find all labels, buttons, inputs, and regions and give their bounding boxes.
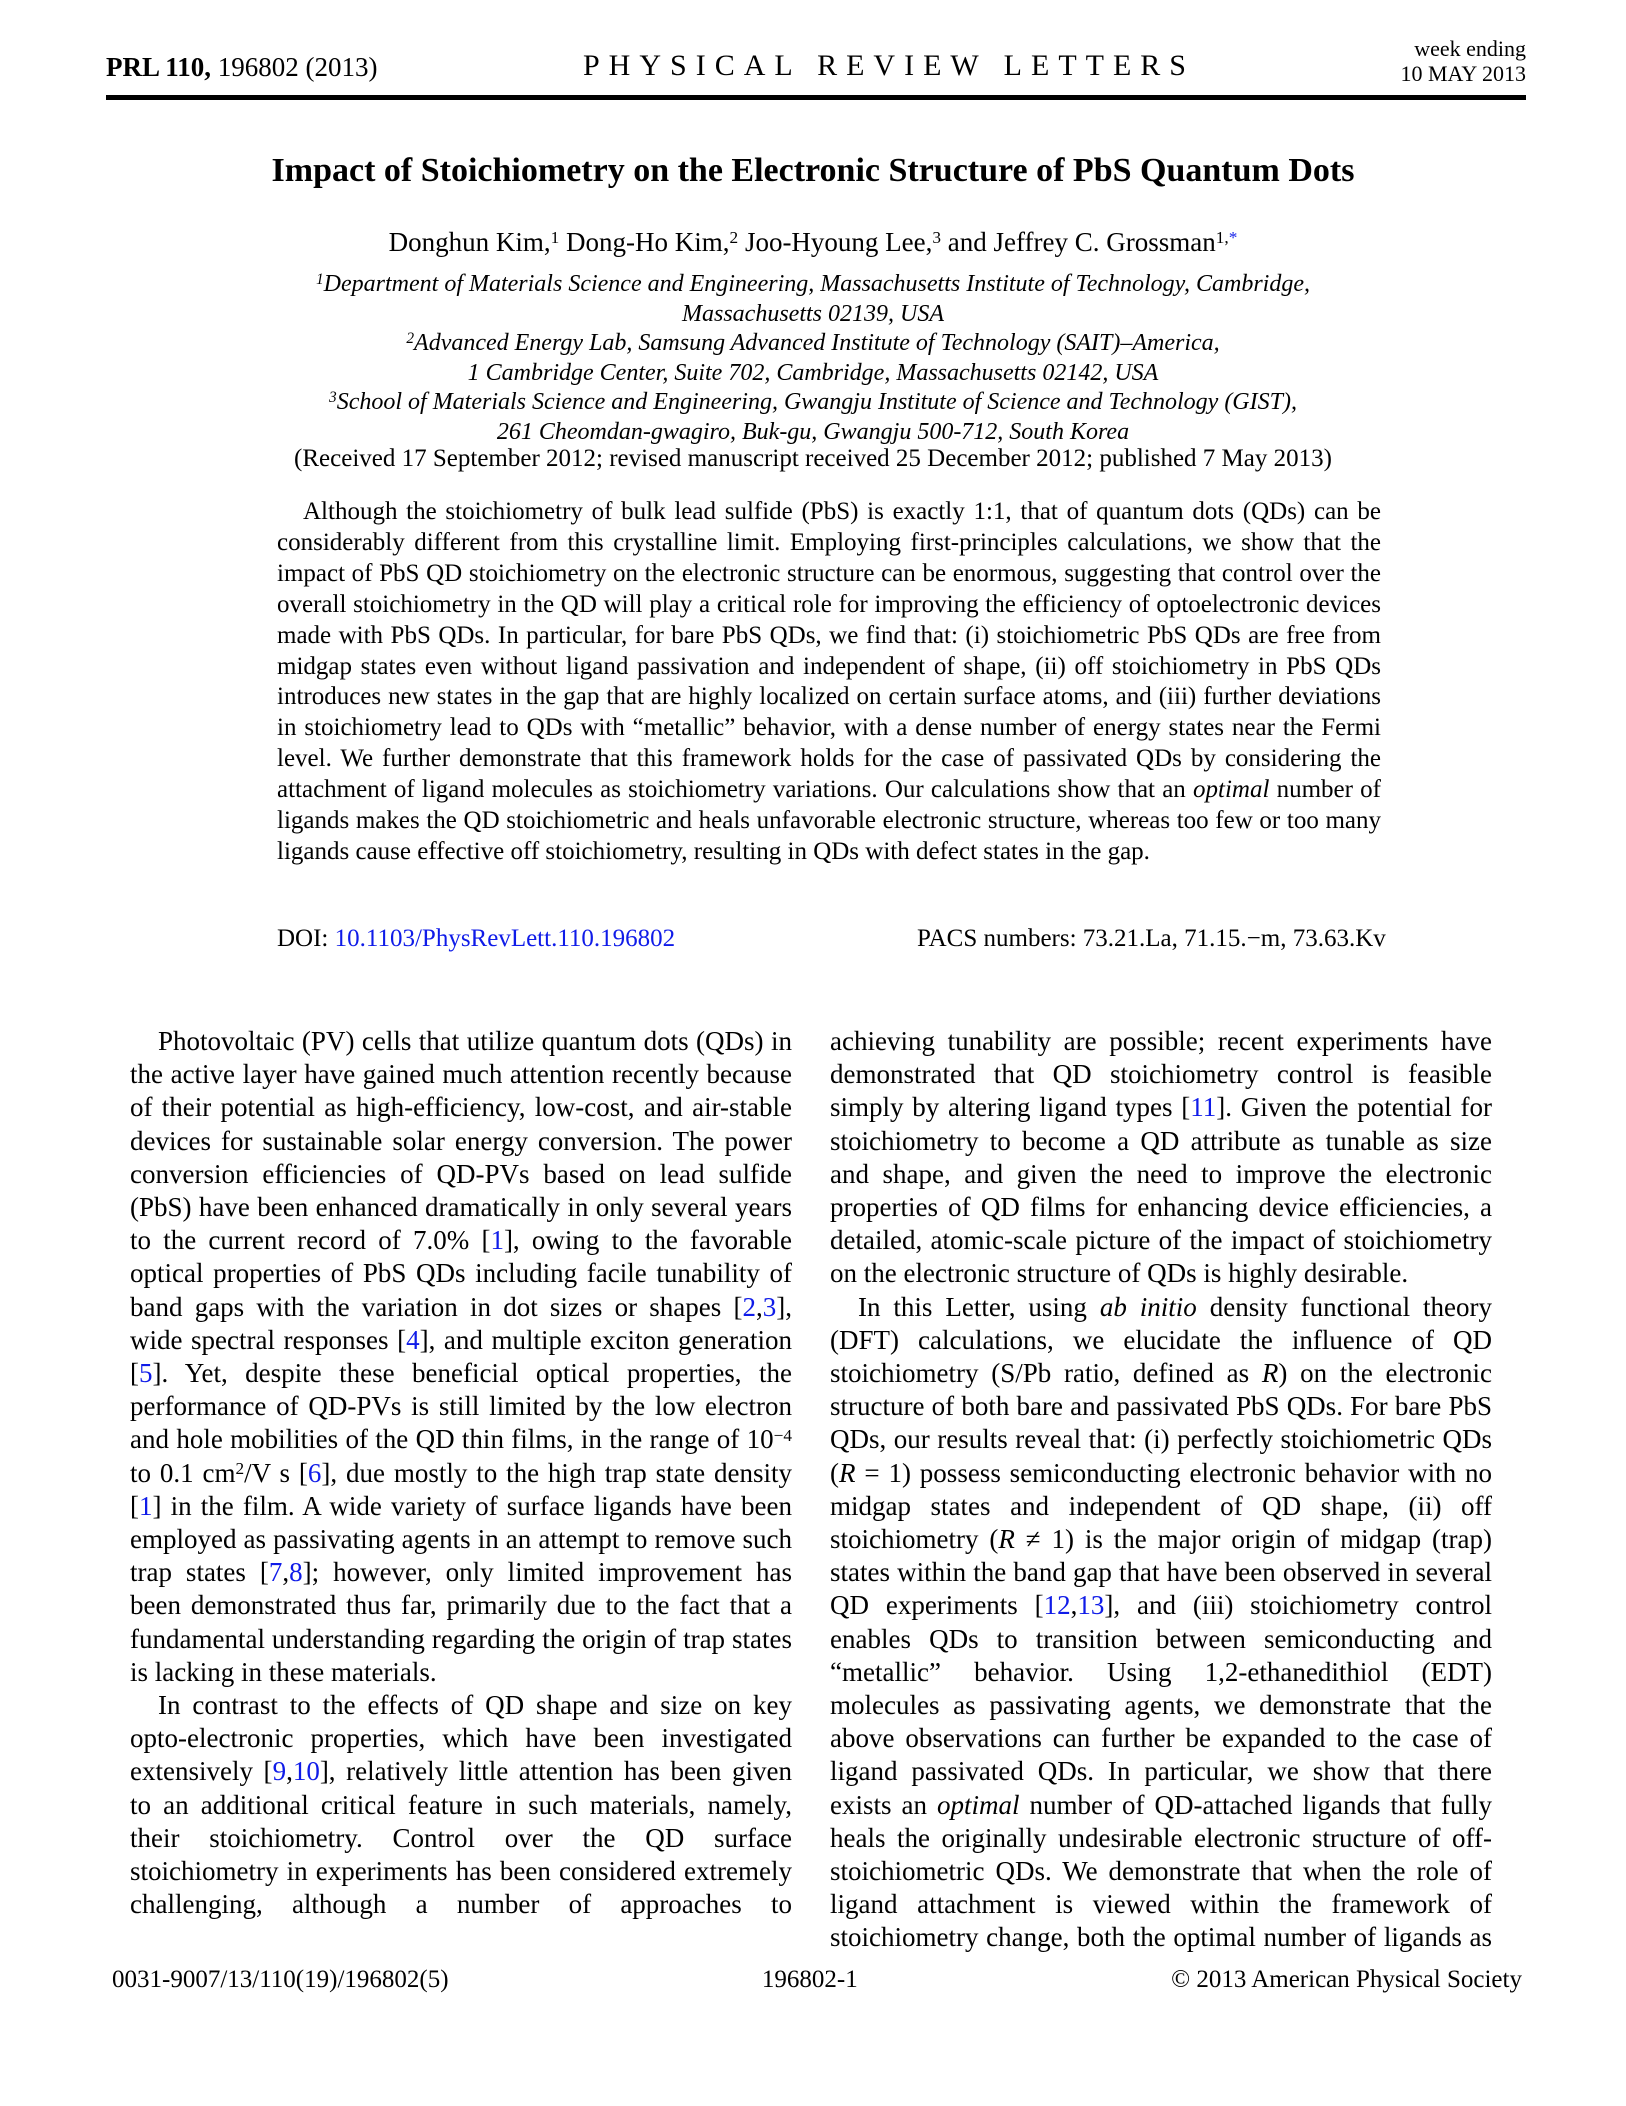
text-run: 261 Cheomdan-gwagiro, Buk-gu, Gwangju 500-712, South Korea	[496, 418, 1130, 445]
authors-line	[130, 227, 1496, 258]
header-rule	[106, 95, 1526, 100]
reference-link[interactable]: 13	[1077, 1590, 1105, 1621]
received-line: (Received 17 September 2012; revised manuscript received 25 December 2012; published 7 May 2013)	[294, 445, 1332, 472]
reference-link[interactable]: 7	[268, 1557, 283, 1588]
text-run: ], relatively little attention has been given to an additional critical feature in such materials, namely, their stoichiometry. Control over the QD surface stoichiometry in experiments has been considered extremely challenging, although a number of approaches to	[130, 1756, 792, 1920]
text-run: ], wide spectral responses [	[130, 1291, 792, 1355]
pacs-numbers: PACS numbers: 73.21.La, 71.15.−m, 73.63.Kv	[917, 925, 1386, 952]
text-run: ]. Yet, despite these beneficial optical properties, the performance of QD-PVs is still limited by the low electron and hole mobilities of the QD thin films, in the range of 10	[130, 1358, 792, 1455]
text-run: School of Materials Science and Engineering, Gwangju Institute of Science and Technology (GIST),	[336, 389, 1297, 415]
reference-link[interactable]: 8	[289, 1557, 303, 1588]
paragraph	[130, 1689, 792, 1921]
reference-link[interactable]: 2	[742, 1291, 756, 1322]
italic-run: R	[1261, 1358, 1279, 1389]
italic-run: optimal	[1193, 776, 1270, 804]
page-number: 196802-1	[761, 1966, 858, 1993]
week-ending-block	[1400, 36, 1526, 86]
italic-run: R	[839, 1457, 856, 1488]
affiliation-line	[130, 359, 1496, 389]
journal-article-number: 196802 (2013)	[211, 52, 378, 82]
journal-name: PHYSICAL REVIEW LETTERS	[583, 49, 1195, 82]
reference-link[interactable]: 4	[406, 1324, 420, 1355]
text-run: ,	[756, 1291, 763, 1322]
reference-link[interactable]: 10	[292, 1756, 320, 1787]
journal-volume: PRL 110,	[106, 52, 212, 82]
reference-link[interactable]: 11	[1190, 1092, 1217, 1123]
text-run: ≠ 1) is the major origin of midgap (trap) states within the band gap that have been observed in several QD experiments [	[830, 1524, 1493, 1621]
text-run: number of ligands makes the QD stoichiometric and heals unfavorable electronic structure, whereas too few or too many ligands cause effective off stoichiometry, resulting in QDs with defect states in the gap.	[277, 776, 1381, 865]
text-run: Joo-Hyoung Lee,	[738, 227, 933, 257]
reference-link[interactable]: 12	[1043, 1590, 1071, 1621]
right-column	[830, 1025, 1492, 1955]
text-run: Advanced Energy Lab, Samsung Advanced Institute of Technology (SAIT)–America,	[414, 330, 1220, 356]
reference-link[interactable]: 9	[272, 1756, 287, 1787]
text-run: 1 Cambridge Center, Suite 702, Cambridge, Massachusetts 02142, USA	[467, 359, 1159, 386]
page-footer	[112, 1966, 1522, 1994]
italic-run: R	[998, 1524, 1015, 1555]
superscript-run: 1	[315, 271, 324, 289]
italic-run: ab initio	[1099, 1291, 1197, 1322]
superscript-run: 1,	[1215, 228, 1229, 248]
text-run: In this Letter, using	[858, 1291, 1100, 1322]
text-run: ]; however, only limited improvement has been demonstrated thus far, primarily due to the fact that a fundamental understanding regarding the origin of trap states is lacking in these materials.	[130, 1557, 792, 1687]
text-run: Although the stoichiometry of bulk lead sulfide (PbS) is exactly 1:1, that of quantum dots (QDs) can be considerably different from this crystalline limit. Employing first-principles calculations, we show that the impact of PbS QD stoichiometry on the electronic structure can be enormous, suggesting that control over the overall stoichiometry in the QD will play a critical role for improving the efficiency of optoelectronic devices made with PbS QDs. In particular, for bare PbS QDs, we find that: (i) stoichiometric PbS QDs are free from midgap states even without ligand passivation and independent of shape, (ii) off stoichiometry in PbS QDs introduces new states in the gap that are highly localized on certain surface atoms, and (iii) further deviations in stoichiometry lead to QDs with “metallic” behavior, with a dense number of energy states near the Fermi level. We further demonstrate that this framework holds for the case of passivated QDs by considering the attachment of ligand molecules as stoichiometry variations. Our calculations show that an	[277, 498, 1381, 804]
doi-pacs-row	[277, 925, 1386, 953]
superscript-run: 2	[406, 330, 415, 348]
text-run: ], due mostly to the high trap state density [	[130, 1457, 792, 1521]
paragraph	[830, 1291, 1492, 1955]
text-run: ,	[282, 1557, 290, 1588]
reference-link[interactable]: 5	[139, 1358, 153, 1389]
reference-link[interactable]: 1	[139, 1490, 153, 1521]
superscript-run: 2	[729, 228, 739, 248]
superscript-run: 3	[932, 228, 942, 248]
superscript-run: −4	[773, 1425, 792, 1445]
issn-code: 0031-9007/13/110(19)/196802(5)	[112, 1966, 449, 1993]
text-run: number of QD-attached ligands that fully heals the originally undesirable electronic structure of off-stoichiometric QDs. We demonstrate that when the role of ligand attachment is viewed within the framework of stoichiometry change, both the optimal number of ligands as	[830, 1789, 1492, 1953]
paragraph	[130, 1025, 792, 1689]
text-run: ,	[1070, 1590, 1078, 1621]
affiliation-line	[130, 270, 1496, 300]
text-run: ], owing to the favorable optical properties of PbS QDs including facile tunability of band gaps with the variation in dot sizes or shapes [	[130, 1225, 792, 1322]
copyright: © 2013 American Physical Society	[1171, 1966, 1522, 1993]
text-run: Department of Materials Science and Engineering, Massachusetts Institute of Technology, Cambridge,	[323, 271, 1310, 297]
text-run: to 0.1 cm	[130, 1457, 236, 1488]
article-title: Impact of Stoichiometry on the Electronic Structure of PbS Quantum Dots	[271, 152, 1355, 189]
doi-label: DOI:	[277, 925, 329, 952]
page-header	[106, 36, 1526, 86]
text-run: Photovoltaic (PV) cells that utilize quantum dots (QDs) in the active layer have gained much attention recently because of their potential as high-efficiency, low-cost, and air-stable devices for sustainable solar energy conversion. The power conversion efficiencies of QD-PVs based on lead sulfide (PbS) have been enhanced dramatically in only several years to the current record of 7.0% [	[130, 1026, 792, 1256]
text-run: ], and (iii) stoichiometry control enables QDs to transition between semiconducting and “metallic” behavior. Using 1,2-ethanedithiol (EDT) molecules as passivating agents, we demonstrate that the above observations can further be expanded to the case of ligand passivated QDs. In particular, we show that there exists an	[830, 1590, 1492, 1820]
text-run: Massachusetts 02139, USA	[682, 300, 944, 327]
text-run: ) on the electronic structure of both bare and passivated PbS QDs. For bare PbS QDs, our results reveal that: (i) perfectly stoichiometric QDs (	[830, 1358, 1492, 1488]
text-run: = 1) possess semiconducting electronic behavior with no midgap states and independent of QD shape, (ii) off stoichiometry (	[830, 1457, 1492, 1555]
footnote-link[interactable]: *	[1228, 228, 1238, 248]
reference-link[interactable]: 6	[307, 1457, 322, 1488]
text-run: ]. Given the potential for stoichiometry to become a QD attribute as tunable as size and shape, and given the need to improve the electronic properties of QD films for enhancing device efficiencies, a detailed, atomic-scale picture of the impact of stoichiometry on the electronic structure of QDs is highly desirable.	[830, 1092, 1492, 1289]
reference-link[interactable]: 3	[762, 1291, 777, 1322]
affiliation-line	[130, 329, 1496, 359]
text-run: density functional theory (DFT) calculations, we elucidate the influence of QD stoichiometry (S/Pb ratio, defined as	[830, 1291, 1492, 1389]
affiliation-line	[130, 418, 1496, 448]
affiliation-line	[130, 300, 1496, 330]
text-run: ], and multiple exciton generation [	[130, 1324, 792, 1389]
journal-citation	[106, 52, 378, 86]
text-run: ,	[286, 1756, 293, 1787]
text-run: and Jeffrey C. Grossman	[941, 227, 1216, 257]
text-run: achieving tunability are possible; recent experiments have demonstrated that QD stoichiometry control is feasible simply by altering ligand types [	[830, 1026, 1492, 1123]
text-run: ] in the film. A wide variety of surface ligands have been employed as passivating agents in an attempt to remove such trap states [	[130, 1490, 792, 1588]
abstract	[277, 497, 1381, 868]
text-run: In contrast to the effects of QD shape and size on key opto-electronic properties, which have been investigated extensively [	[130, 1690, 792, 1787]
text-run: /V s [	[244, 1457, 308, 1488]
left-column	[130, 1025, 792, 1921]
superscript-run: 3	[329, 389, 337, 407]
reference-link[interactable]: 1	[490, 1225, 504, 1256]
superscript-run: 2	[235, 1458, 245, 1478]
doi-link[interactable]: 10.1103/PhysRevLett.110.196802	[334, 925, 676, 952]
week-ending-date: 10 MAY 2013	[1400, 61, 1526, 86]
affiliation-line	[130, 388, 1496, 418]
paragraph	[830, 1025, 1492, 1291]
affiliations	[130, 270, 1496, 447]
text-run: Donghun Kim,	[388, 227, 551, 257]
text-run: Dong-Ho Kim,	[559, 227, 730, 257]
superscript-run: 1	[550, 228, 560, 248]
week-ending-label: week ending	[1414, 36, 1526, 61]
italic-run: optimal	[937, 1789, 1020, 1820]
